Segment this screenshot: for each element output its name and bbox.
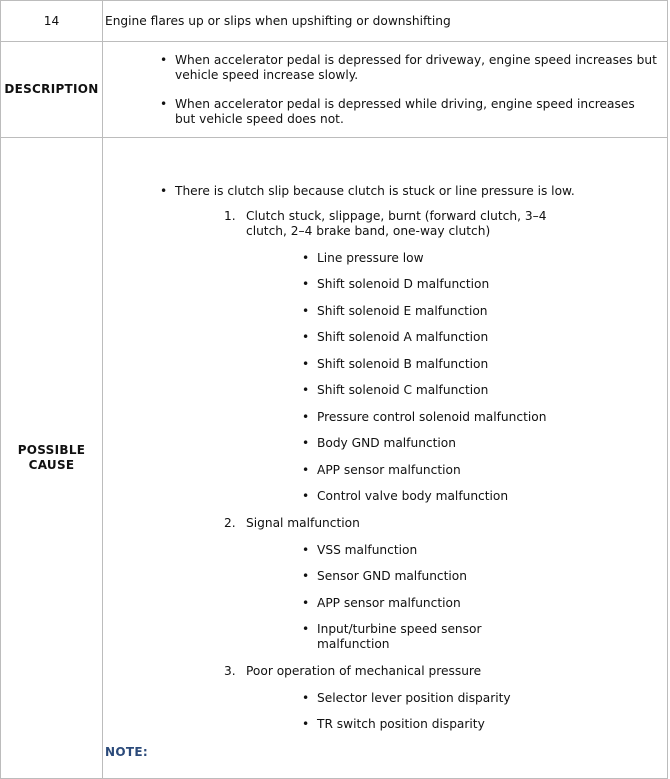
note-label: NOTE: — [105, 744, 148, 759]
list-item: • Shift solenoid C malfunction — [317, 383, 667, 398]
description-label: DESCRIPTION — [1, 42, 103, 138]
cause-list — [103, 184, 667, 199]
step-number: 3. — [224, 663, 236, 678]
list-item: • APP sensor malfunction — [317, 596, 667, 611]
cause-step — [224, 663, 667, 733]
list-item: • Control valve body malfunction — [317, 489, 667, 504]
step-number: 2. — [224, 515, 236, 530]
description-list — [103, 53, 667, 127]
step-number: 1. — [224, 208, 236, 223]
cause-intro: • There is clutch slip because clutch is stuck or line pressure is low. — [175, 184, 667, 199]
header-row — [1, 1, 668, 42]
list-item: • Input/turbine speed sensor malfunction — [317, 622, 517, 652]
step-sub-list — [246, 543, 667, 653]
list-item: • Selector lever position disparity — [317, 691, 667, 706]
step-sub-list — [246, 691, 667, 733]
step-text: Signal malfunction — [246, 515, 360, 530]
list-item: • VSS malfunction — [317, 543, 667, 558]
step-text: Clutch stuck, slippage, burnt (forward clutch, 3–4 clutch, 2–4 brake band, one-way clutch) — [246, 208, 547, 238]
symptom-title: Engine flares up or slips when upshifting or downshifting — [103, 1, 668, 42]
possible-cause-label: POSSIBLE CAUSE — [1, 138, 103, 779]
list-item: • Shift solenoid B malfunction — [317, 357, 667, 372]
description-item: • When accelerator pedal is depressed for driveway, engine speed increases but vehicle speed increase slowly. — [175, 53, 657, 83]
possible-cause-row — [1, 138, 668, 779]
description-item: • When accelerator pedal is depressed while driving, engine speed increases but vehicle speed does not. — [175, 97, 657, 127]
possible-cause-cell — [103, 138, 668, 779]
list-item: • Shift solenoid D malfunction — [317, 277, 667, 292]
list-item: • Pressure control solenoid malfunction — [317, 410, 667, 425]
list-item: • Shift solenoid E malfunction — [317, 304, 667, 319]
cause-step — [224, 208, 667, 505]
description-row — [1, 42, 668, 138]
list-item: • Body GND malfunction — [317, 436, 667, 451]
row-number: 14 — [1, 1, 103, 42]
list-item: • Line pressure low — [317, 251, 667, 266]
list-item: • Sensor GND malfunction — [317, 569, 667, 584]
description-cell — [103, 42, 668, 138]
step-sub-list — [246, 251, 667, 505]
list-item: • APP sensor malfunction — [317, 463, 667, 478]
list-item: • TR switch position disparity — [317, 717, 667, 732]
cause-step — [224, 515, 667, 653]
cause-steps — [103, 209, 667, 733]
step-text: Poor operation of mechanical pressure — [246, 663, 482, 678]
list-item: • Shift solenoid A malfunction — [317, 330, 667, 345]
